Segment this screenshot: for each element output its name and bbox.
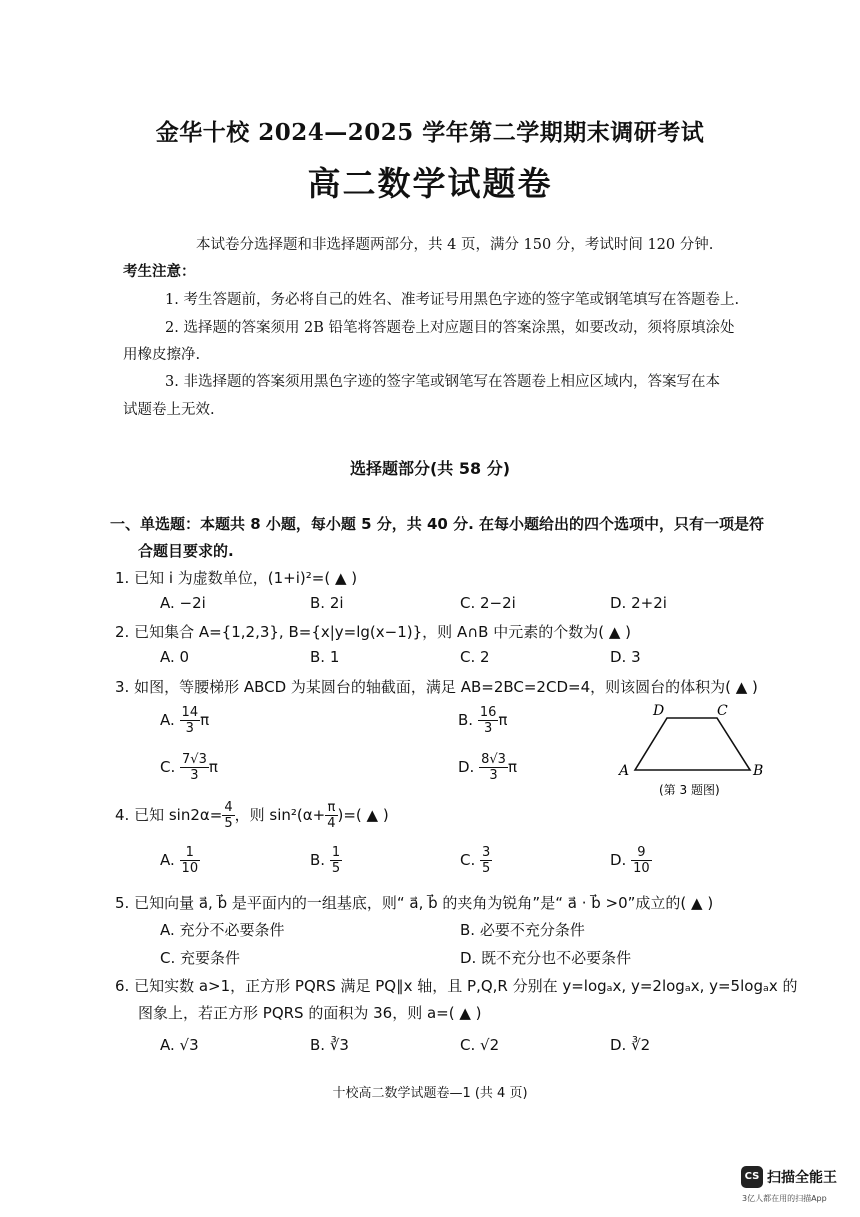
question-6-option-d: D. ∛2: [610, 1036, 651, 1054]
numerator: 1: [180, 845, 201, 861]
exam-title-line1: 金华十校 2024—2025 学年第二学期期末调研考试: [155, 119, 705, 146]
numerator: 1: [331, 845, 341, 860]
question-5-option-b: B. 必要不充分条件: [460, 921, 585, 939]
denominator: 3: [190, 768, 199, 783]
numerator: 9: [631, 845, 652, 861]
trapezoid-figure: [615, 700, 775, 800]
denominator: 10: [633, 861, 650, 876]
fraction: [631, 845, 652, 876]
question-2-option-d: D. 3: [610, 648, 641, 666]
question-5-option-c: C. 充要条件: [160, 949, 241, 967]
numerator: 8√3: [481, 752, 506, 767]
fraction: [180, 752, 209, 783]
numerator: 3: [482, 845, 491, 860]
question-3-option-d: [458, 752, 517, 783]
pi-symbol: π: [208, 758, 218, 776]
denominator: 5: [482, 861, 491, 876]
option-label: A.: [160, 711, 175, 729]
figure-caption: (第 3 题图): [659, 783, 720, 797]
numerator: 16: [479, 705, 497, 720]
vertex-label-b: B: [753, 763, 764, 779]
page-footer: 十校高二数学试题卷—1 (共 4 页): [332, 1086, 528, 1101]
question-3-option-c: [160, 752, 218, 783]
option-label: C.: [460, 851, 476, 869]
notice-item-2-line1: 2. 选择题的答案须用 2B 铅笔将答题卷上对应题目的答案涂黑，如要改动，须将原填涂处: [165, 320, 735, 336]
question-6-option-c: C. √2: [460, 1036, 500, 1054]
fraction: [478, 705, 499, 736]
fraction: [330, 845, 342, 876]
section-title: 选择题部分(共 58 分): [349, 459, 511, 478]
fraction: [180, 845, 201, 876]
question-3-stem: 3. 如图，等腰梯形 ABCD 为某圆台的轴截面，满足 AB=2BC=2CD=4，则该圆台的体积为( ▲ ): [115, 678, 758, 696]
fraction: [222, 800, 234, 831]
question-5-stem: 5. 已知向量 a⃗, b⃗ 是平面内的一组基底，则“ a⃗, b⃗ 的夹角为锐角”是“ a⃗ · b⃗ >0”成立的( ▲ ): [115, 894, 714, 912]
question-4-stem: [115, 800, 389, 831]
question-1-option-c: C. 2−2i: [460, 594, 516, 612]
watermark-name: 扫描全能王: [767, 1170, 837, 1186]
notice-item-3-line1: 3. 非选择题的答案须用黑色字迹的签字笔或钢笔写在答题卷上相应区域内，答案写在本: [165, 374, 720, 390]
question-5-option-d: D. 既不充分也不必要条件: [460, 949, 632, 967]
option-label: C.: [160, 758, 176, 776]
notice-item-1: 1. 考生答题前，务必将自己的姓名、准考证号用黑色字迹的签字笔或钢笔填写在答题卷上.: [165, 292, 740, 308]
exam-title-line2: 高二数学试题卷: [307, 164, 553, 203]
question-1-stem: 1. 已知 i 为虚数单位，(1+i)²=( ▲ ): [115, 569, 358, 587]
denominator: 5: [331, 861, 341, 876]
fraction: [325, 800, 337, 831]
pi-symbol: π: [498, 711, 508, 729]
stem-part: )=( ▲ ): [337, 806, 389, 824]
option-label: B.: [458, 711, 474, 729]
question-1-option-d: D. 2+2i: [610, 594, 667, 612]
stem-part: ，则 sin²(α+: [234, 806, 326, 824]
denominator: 4: [327, 816, 336, 831]
part1-heading-line2: 合题目要求的.: [138, 542, 234, 560]
question-3-option-a: [160, 705, 209, 736]
question-6-option-a: A. √3: [160, 1036, 199, 1054]
question-1-option-b: B. 2i: [310, 594, 344, 612]
notice-item-2-line2: 用橡皮擦净.: [123, 347, 201, 363]
denominator: 5: [224, 816, 233, 831]
vertex-label-a: A: [619, 763, 630, 779]
part1-heading-line1: 一、单选题：本题共 8 小题，每小题 5 分，共 40 分. 在每小题给出的四个选项中，只有一项是符: [110, 515, 765, 533]
question-2-option-a: A. 0: [160, 648, 190, 666]
notice-item-3-line2: 试题卷上无效.: [123, 402, 215, 418]
fraction: [480, 845, 492, 876]
denominator: 3: [483, 721, 493, 736]
vertex-label-d: D: [653, 703, 665, 719]
notice-heading: 考生注意：: [123, 263, 196, 280]
option-label: A.: [160, 851, 175, 869]
option-label: B.: [310, 851, 326, 869]
question-6-line1: 6. 已知实数 a>1，正方形 PQRS 满足 PQ∥x 轴，且 P,Q,R 分别在 y=logₐx, y=2logₐx, y=5logₐx 的: [115, 977, 798, 995]
pi-symbol: π: [507, 758, 517, 776]
question-2-option-b: B. 1: [310, 648, 340, 666]
fraction: [180, 705, 201, 736]
question-4-option-b: [310, 845, 342, 876]
exam-intro: 本试卷分选择题和非选择题两部分，共 4 页，满分 150 分，考试时间 120 分钟.: [196, 237, 714, 253]
question-6-option-b: B. ∛3: [310, 1036, 349, 1054]
denominator: 3: [489, 768, 498, 783]
pi-symbol: π: [200, 711, 210, 729]
numerator: π: [325, 800, 337, 816]
stem-part: 4. 已知 sin2α=: [115, 806, 223, 824]
fraction: [479, 752, 508, 783]
question-1-option-a: A. −2i: [160, 594, 206, 612]
option-label: D.: [610, 851, 627, 869]
question-6-line2: 图象上，若正方形 PQRS 的面积为 36，则 a=( ▲ ): [138, 1004, 482, 1022]
question-4-option-c: [460, 845, 492, 876]
question-4-option-a: [160, 845, 200, 876]
question-5-option-a: A. 充分不必要条件: [160, 921, 285, 939]
watermark-subtitle: 3亿人都在用的扫描App: [742, 1194, 827, 1203]
numerator: 7√3: [182, 752, 207, 767]
vertex-label-c: C: [717, 703, 728, 719]
question-3-option-b: [458, 705, 507, 736]
denominator: 10: [181, 861, 199, 876]
denominator: 3: [185, 721, 194, 736]
trapezoid-shape: [635, 718, 750, 770]
question-2-stem: 2. 已知集合 A={1,2,3}, B={x|y=lg(x−1)}，则 A∩B 中元素的个数为( ▲ ): [115, 623, 632, 641]
numerator: 14: [181, 705, 199, 720]
option-label: D.: [458, 758, 475, 776]
question-2-option-c: C. 2: [460, 648, 490, 666]
camscanner-logo-icon: CS: [741, 1166, 763, 1188]
numerator: 4: [224, 800, 233, 815]
question-4-option-d: [610, 845, 652, 876]
